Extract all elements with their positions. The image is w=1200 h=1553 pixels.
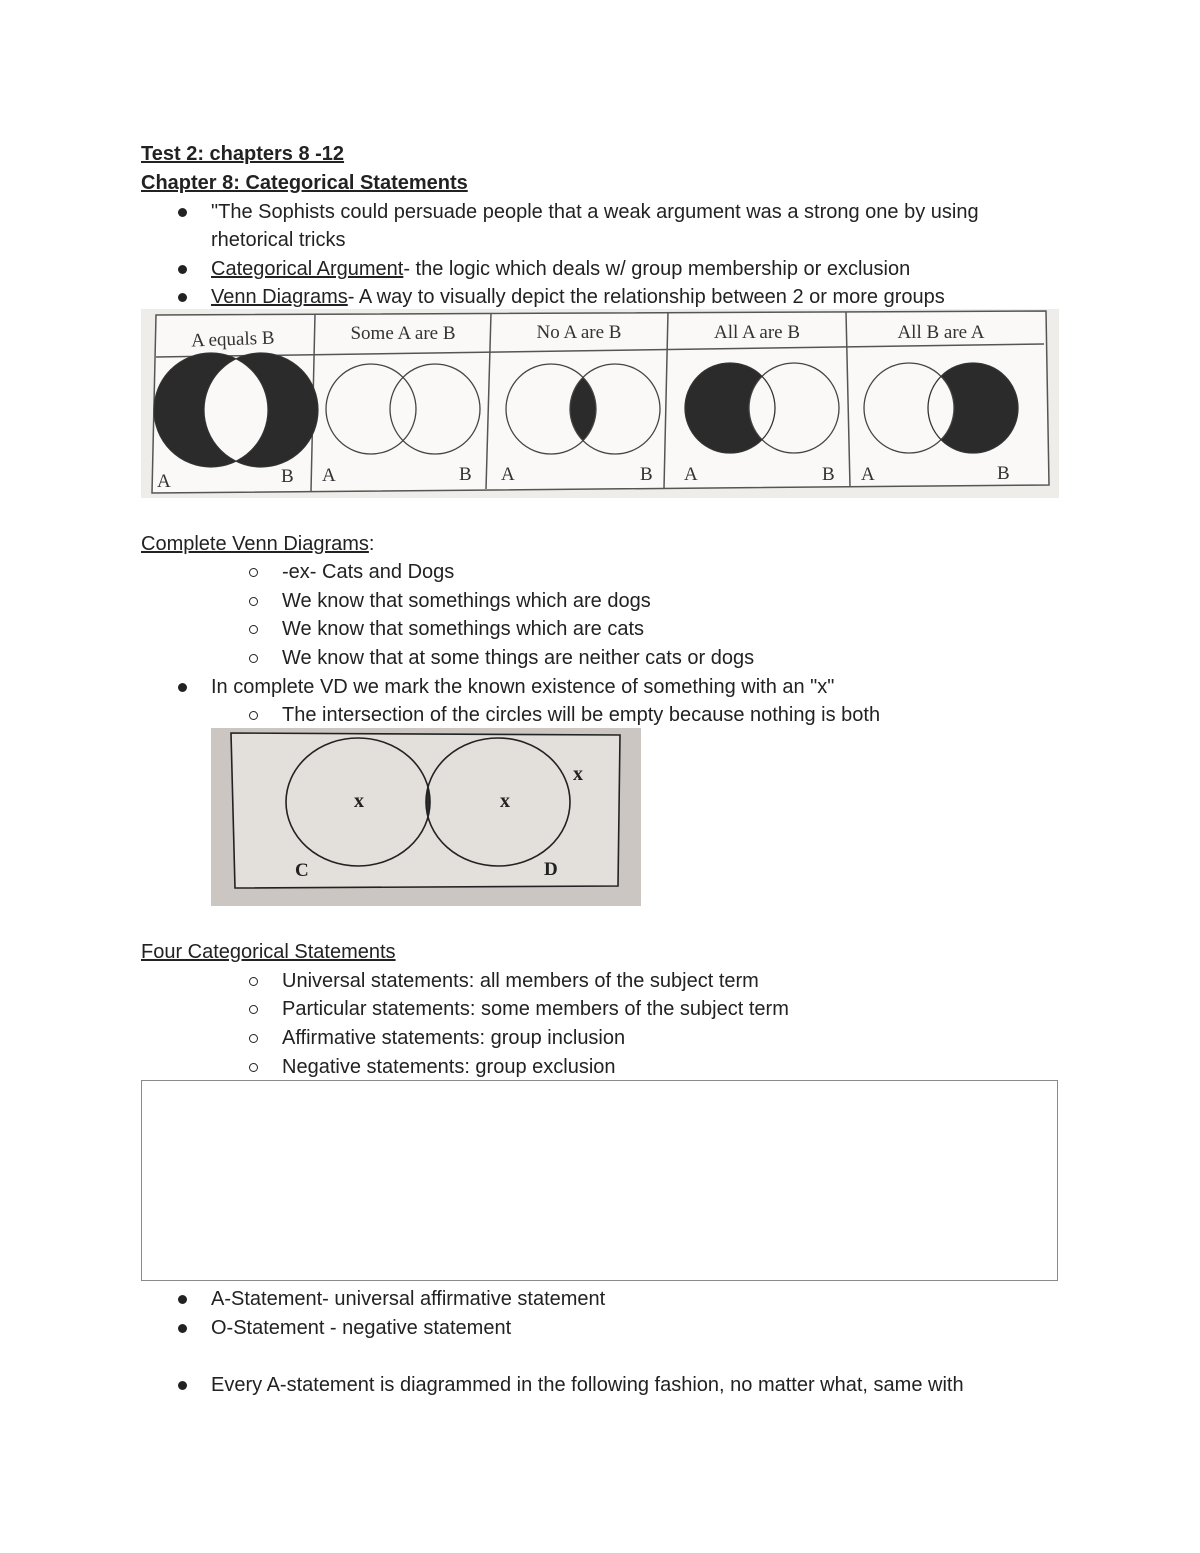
x-mark: x [354,790,364,812]
list-item: Universal statements: all members of the subject term [282,970,759,992]
list-item: Particular statements: some members of the subject term [282,998,789,1020]
panel-title: Some A are B [350,323,456,344]
circle-bullet-icon [249,568,258,577]
circle-bullet-icon [249,625,258,634]
complete-vd-heading-text: Complete Venn Diagrams [141,533,369,555]
four-statements-heading: Four Categorical Statements [141,941,396,963]
panel-title: All B are A [897,322,985,343]
complete-vd-heading-colon: : [368,533,375,555]
figure-frame [231,733,620,888]
x-mark: x [500,790,510,812]
list-item: Every A-statement is diagrammed in the following fashion, no matter what, same with [211,1374,964,1396]
list-item: We know that at some things are neither cats or dogs [282,647,755,669]
set-label-c: C [295,860,309,881]
venn-all-b-are-a [864,363,1018,453]
bullet-icon [178,208,187,217]
set-label: B [281,466,294,487]
set-label: A [861,464,875,485]
bullet-icon [178,1295,187,1304]
list-item: We know that somethings which are cats [282,618,645,640]
bullet-icon [178,1381,187,1390]
venn-a-equals-b [154,353,318,467]
cats-dogs-venn-figure [211,728,641,906]
circle-bullet-icon [249,711,258,720]
chapter-title: Chapter 8: Categorical Statements [141,172,468,194]
empty-image-box [141,1080,1058,1281]
list-item: Negative statements: group exclusion [282,1056,616,1078]
panel-title: No A are B [536,322,622,343]
bullet-icon [178,293,187,302]
bullet-icon [178,1324,187,1333]
set-label: A [501,464,515,485]
list-item: Affirmative statements: group inclusion [282,1027,626,1049]
set-label: B [822,464,835,485]
bullet-icon [178,265,187,274]
test-title: Test 2: chapters 8 -12 [141,143,345,165]
term-categorical-argument: Categorical Argument [211,258,404,280]
panel-title: A equals B [190,327,275,352]
venn-relationships-figure [141,309,1059,498]
set-label: A [322,465,336,486]
set-label: A [157,471,171,492]
set-label: A [684,464,698,485]
circle-bullet-icon [249,1005,258,1014]
panel-title: All A are B [713,322,801,343]
list-item: O-Statement - negative statement [211,1317,512,1339]
x-mark: x [573,763,583,785]
list-item: The intersection of the circles will be empty because nothing is both [282,704,881,726]
bullet-icon [178,683,187,692]
circle-bullet-icon [249,1063,258,1072]
circle-bullet-icon [249,1034,258,1043]
circle-bullet-icon [249,597,258,606]
list-item: In complete VD we mark the known existence of something with an "x" [211,676,835,698]
categorical-argument-item [211,257,910,281]
venn-diagrams-definition: - A way to visually depict the relationship between 2 or more groups [347,286,945,308]
set-label-d: D [544,859,558,880]
set-label: B [997,463,1010,484]
list-item: -ex- Cats and Dogs [282,561,455,583]
sophists-quote-line2: rhetorical tricks [211,229,346,251]
list-item: A-Statement- universal affirmative statement [211,1288,606,1310]
circle-bullet-icon [249,977,258,986]
categorical-argument-definition: - the logic which deals w/ group membership or exclusion [403,258,911,280]
set-label: B [459,464,472,485]
complete-vd-heading [141,532,374,556]
sophists-quote-line1: "The Sophists could persuade people that a weak argument was a strong one by using [211,201,979,223]
venn-all-a-are-b [685,363,839,453]
term-venn-diagrams: Venn Diagrams [211,286,348,308]
list-item: We know that somethings which are dogs [282,590,651,612]
venn-diagrams-item [211,285,945,309]
circle-bullet-icon [249,654,258,663]
set-label: B [640,464,653,485]
